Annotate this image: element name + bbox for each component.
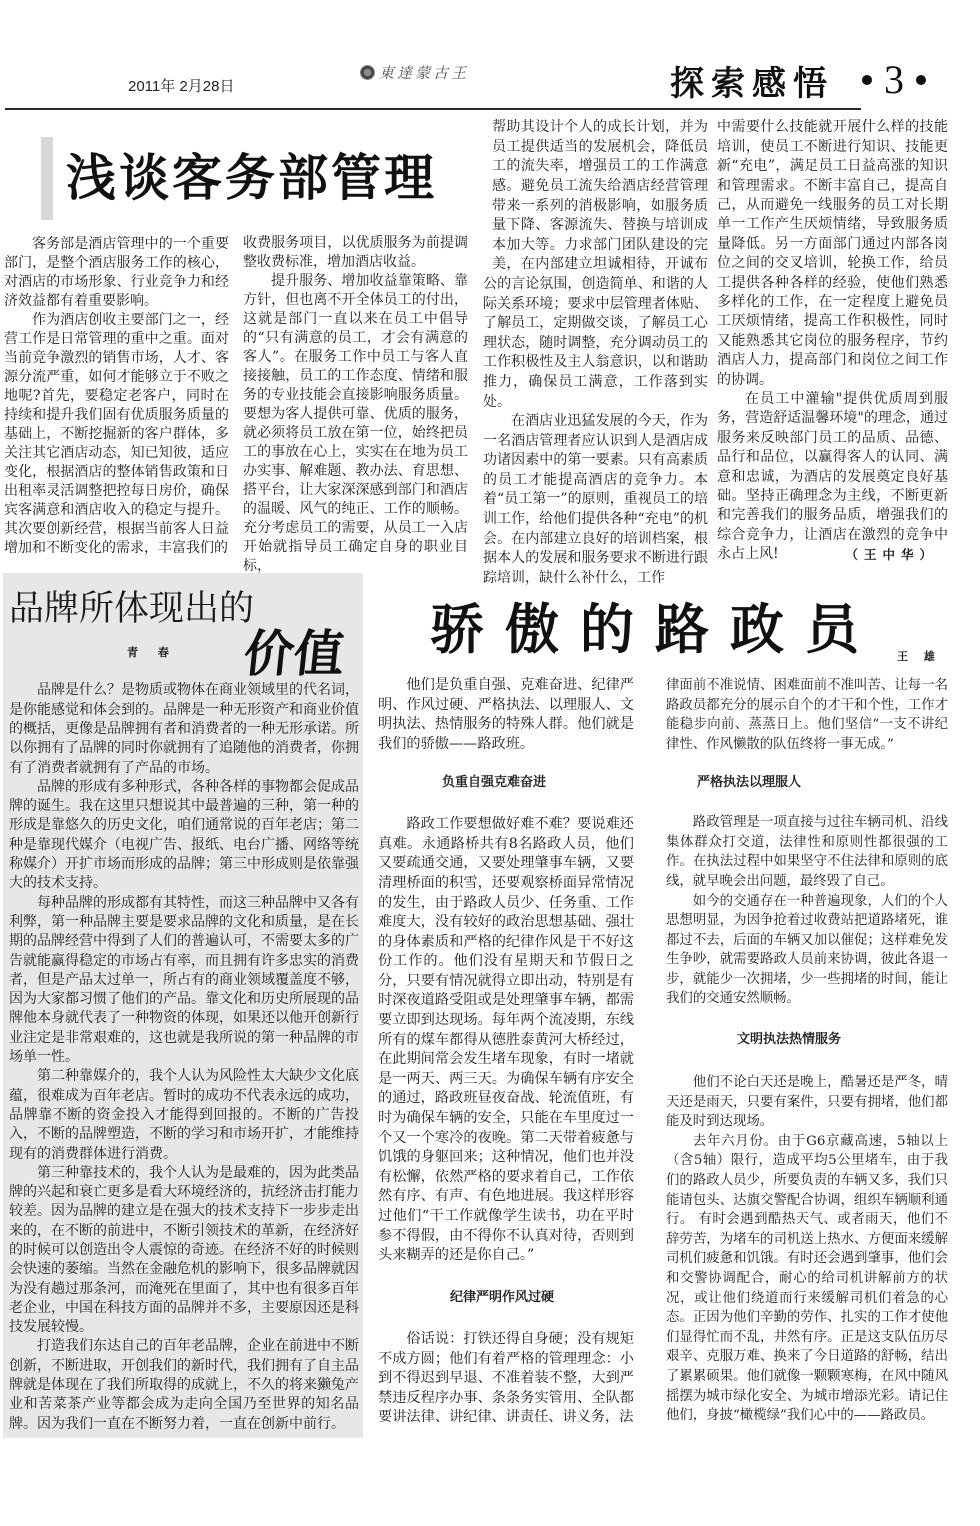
article3-column-1 — [378, 676, 634, 1428]
article3-column-2 — [666, 676, 948, 1426]
paragraph: 品牌的形成有多种形式，各种各样的事物都会促成品牌的诞生。我在这里只想说其中最普遍的三种，第一种的形成是靠悠久的历史文化，咱们通常说的百年老店；第二种是靠现代媒介（电视广告、报纸、电台广播、网络等统称媒介）开扩市场而形成的品牌；第三中形成则是依靠强大的技术支持。 — [9, 778, 359, 892]
intro-paragraph: 他们是负重自强、克难奋进、纪律严明、作风过硬、严格执法、以理服人、文明执法、热情服务的特殊人群。他们就是我们的骄傲——路政班。 — [378, 677, 634, 752]
paragraph: 提升服务、增加收益靠策略、靠方针，但也离不开全体员工的付出，这就是部门一直以来在员工中倡导的“只有满意的员工，才会有满意的客人”。在服务工作中员工与客人直接接触，员工的工作态度、情绪和服务的专业技能会直接影响服务质量。要想为客人提供可靠、优质的服务，就必须将员工放在第一位，始终把员工的事放在心上，实实在在地为员工办实事、解难题、教办法、育思想、搭平台，让大家深深感到部门和酒店的温暖、风气的纯正、工作的顺畅。充分考虑员工的需要，从员工一入店开始就指导员工确定自身的职业目标， — [243, 272, 468, 574]
article-title: 骄傲的路政员 — [430, 597, 880, 661]
header-rule — [5, 108, 861, 110]
paragraph: 如今的交通存在一种普遍现象，人们的个人思想明显，为因争抢着过收费站把道路堵死，谁都过不去，后面的车辆又加以催促；这样难免发生争吵，就需要路政人员前来协调，彼此各退一步，就能少一次拥堵，少一些拥堵的时间，能让我们的交通安然顺畅。 — [666, 893, 948, 1007]
paragraph: 路政管理是一项直接与过往车辆司机、沿线集体群众打交道，法律性和原则性都很强的工作。在执法过程中如果坚守不住法律和原则的底线，就早晚会出问题，最终毁了自己。 — [666, 815, 948, 889]
article-title-calligraphy: 价值 — [240, 624, 348, 683]
issue-date: 2011年 2月28日 — [128, 78, 235, 95]
paragraph-continuation: 收费服务项目，以优质服务为前提调整收费标准，增加酒店收益。 — [243, 234, 468, 270]
paragraph: 在员工中灌输"提供优质周到服务，营造舒适温馨环境"的理念，通过服务来反映部门员工的品质、品德、品行和品位，以赢得客人的认同、满意和忠诚，为酒店的发展奠定良好基础。坚持正确理念为主线，不断更新和完善我们的服务品质，增强我们的综合竞争力，让酒店在激烈的竞争中永占上风! — [717, 390, 948, 563]
paragraph: 打造我们东达自己的百年老品牌，企业在前进中不断创新，不断进取，开创我们的新时代，我们拥有了自主品牌就是体现在了我们所取得的成就上，不久的将来獭兔产业和苦菜茶产业等都会成为走向全国乃至世界的知名品牌。因为我们一直在不断努力着，一直在创新中前行。 — [9, 1338, 359, 1432]
paragraph-continuation: 帮助其设计个人的成长计划，并为员工提供适当的发展机会，降低员工的流失率，增强员工的工作满意感。避免员工流失给酒店经营管理带来一系列的消极影响，如服务质量下降、客源流失、替换与培训成本加大等。力求部门团队建设的完美，在内部建立坦诚相待，开诚布公的言论氛围，创造简单、和谐的人际关系环境；要求中层管理者体贴、了解员工，定期做交谈，了解员工心理状态，随时调整，充分调动员工的工作积极性及主人翁意识，以和谐助推力，确保员工满意，工作落到实处。 — [483, 119, 708, 410]
title-accent-bar — [41, 137, 53, 220]
paragraph-continuation: 律面前不准说情、困难面前不准叫苦、让每一名路政员都充分的展示自个的才干和个性，工作才能稳步向前、蒸蒸日上。他们坚信“一支不讲纪律性、作风懒散的队伍终将一事无成。” — [666, 678, 948, 752]
paragraph: 作为酒店创收主要部门之一，经营工作是日常管理的重中之重。面对当前竞争激烈的销售市场，人才、客源分流严重，如何才能够立于不败之地呢?首先，要稳定老客户，同时在持续和提升我们固有优质服务质量的基础上，不断挖掘新的客户群体，多关注其它酒店动态，知已知彼，适应变化，根据酒店的整体销售政策和日出租率灵活调整把控每日房价，确保宾客满意和酒店收入的稳定与提升。其次要创新经营，根据当前客人日益增加和不断变化的需求，丰富我们的 — [4, 311, 229, 556]
paragraph: 每种品牌的形成都有其特性，而这三种品牌中又各有利弊，第一种品牌主要是要求品牌的文化和质量，是在长期的品牌经营中得到了人们的普遍认可，不需要太多的广告就能赢得稳定的市场占有率，而且拥有许多忠实的消费者，但是产品太过单一，所占有的商业领域覆盖度不够，因为大家都习惯了他们的产品。靠文化和历史所展现的品牌他本身就代表了一种物资的体现，如果还以他开创新行业注定是非常艰难的，这也就是我所说的第一种品牌的市场单一性。 — [9, 894, 359, 1066]
section-heading: 严格执法以理服人 — [697, 775, 802, 791]
article2-body — [9, 681, 359, 1434]
article1-column-3 — [483, 118, 708, 588]
author-byline: （王中华） — [845, 547, 938, 563]
paragraph: 第二种靠媒介的，我个人认为风险性太大缺少文化底蕴，很难成为百年老店。暂时的成功不代表永远的成功，品牌靠不断的资金投入才能得到回报的。不断的广告投入，不断的品牌塑造，不断的学习和市场开扩，才能维持现有的消费群体进行消费。 — [9, 1068, 359, 1162]
section-heading: 负重自强克难奋进 — [442, 775, 547, 791]
article-title: 品牌所体现出的 — [9, 589, 255, 628]
paragraph: 去年六月份。由于G6京藏高速，5轴以上（含5轴）限行，造成平均5公里堵车，由于我们的路政人员少，所要负责的车辆又多，我们只能请包头、达旗交警配合协调，组织车辆顺利通行。 有时会遇到酷热天气、或者雨天，他们不辞劳苦，为堵车的司机送上热水、方便面来缓解司机们疲惫和饥饿。有时还会遇到肇事，他们会和交警协调配合，耐心的给司机讲解前方的状况，或让他们绕道而行来缓解司机们着急的心态。正因为他们辛勤的劳作、扎实的工作才使他们显得忙而不乱，井然有序。正是这支队伍历尽艰辛、克服万难、换来了今日道路的舒畅，结出了累累硕果。他们就像一颗颗寒梅，在风中随风摇摆为城市绿化安全、为城市增添光彩。请记住他们，身披“橄榄绿”我们心中的——路政员。 — [666, 1133, 948, 1424]
paragraph-continuation: 中需要什么技能就开展什么样的技能培训，使员工不断进行知识、技能更新“充电”，满足员工日益高涨的知识和管理需求。不断丰富自己，提高自己，从而避免一线服务的员工对长期单一工作产生厌烦情绪，导致服务质量降低。另一方面部门通过内部各岗位之间的交叉培训，轮换工作，给员工提供各种各样的经验，使他们熟悉多样化的工作，在一定程度上避免员工厌烦情绪，提高工作积极性，同时又能熟悉其它岗位的服务程序，节约酒店人力，提高部门和岗位之间工作的协调。 — [717, 119, 948, 388]
page-number-block — [862, 58, 926, 102]
paragraph: 俗话说：打铁还得自身硬；没有规矩不成方圆；他们有着严格的管理理念：小到不得迟到早退、不准着装不整，大到严禁违反程序办事、条条务实管用、全队都要讲法律、讲纪律、讲责任、讲义务，法 — [378, 1330, 634, 1426]
logo-emblem-icon — [360, 65, 375, 80]
article1-column-2 — [243, 234, 468, 576]
paragraph: 第三种靠技术的，我个人认为是最难的，因为此类品牌的兴起和衰亡更多是看大环境经济的，抗经济击打能力较差。因为品牌的建立是在强大的技术支持下一步步走出来的，在不断的前进中，不断引领技术的革新，在经济好的时候可以创造出令人震惊的奇迹。在经济不好的时候则会快速的萎缩。当然在金融危机的影响下，很多品牌就因为没有趟过那条河，而淹死在里面了，其中也有很多百年老企业，中国在科技方面的品牌并不多，主要原因还是科技发展较慢。 — [9, 1164, 359, 1336]
paragraph: 客务部是酒店管理中的一个重要部门，是整个酒店服务工作的核心，对酒店的市场形象、行业竞争力和经济效益都有着重要影响。 — [4, 235, 229, 309]
section-heading: 文明执法热情服务 — [737, 1032, 842, 1048]
page-number: 3 — [884, 57, 904, 102]
logo-text: 東達蒙古王 — [379, 63, 470, 82]
article-title: 浅谈客务部管理 — [66, 150, 437, 206]
author-byline: 王 雄 — [897, 650, 941, 663]
article1-column-1 — [4, 235, 229, 558]
paragraph: 他们不论白天还是晚上，酷暑还是严冬，晴天还是雨天，只要有案件，只要有拥堵，他们都能及时到达现场。 — [666, 1075, 948, 1130]
text-wrap-spacer — [483, 118, 492, 255]
paragraph: 路政工作要想做好难不难？要说难还真难。永通路桥共有8名路政人员，他们又要疏通交通，又要处理肇事车辆，又要清理桥面的积雪，还要观察桥面异常情况的发生，由于路政人员少、任务重、工作难度大，没有较好的政治思想基础、强壮的身体素质和严格的纪律作风是干不好这份工作的。他们没有星期天和节假日之分，只要有情况就得立即出动，特别是有时深夜道路受阻或是处理肇事车辆，都需要立即到达现场。每年两个流凌期，东线所有的煤车都得从德胜泰黄河大桥经过，在此期间常会发生堵车现象，有时一堵就是一两天、两三天。为确保车辆有序安全的通过，路政班昼夜奋战、轮流值班，有时为确保车辆的安全，只能在车里度过一个又一个寒冷的夜晚。第二天带着疲惫与饥饿的身躯回来；这种情况，他们也并没有松懈，依然严格的要求着自己，工作依然有序、有声、有色地进展。我这样形容过他们“干工作就像学生读书，功在平时参不得假，由不得你不认真对待，否则到头来糊弄的还是你自己。” — [378, 816, 634, 1264]
paragraph: 品牌是什么？是物质或物体在商业领域里的代名词，是你能感觉和体会到的。品牌是一种无形资产和商业价值的概括，更像是品牌拥有者和消费者的一种无形承诺。所以你拥有了品牌的同时你就拥有了追随他的消费者，你拥有了消费者就拥有了产品的市场。 — [9, 682, 359, 776]
masthead-logo — [360, 62, 469, 82]
bullet-dot-icon — [862, 75, 872, 85]
bullet-dot-icon — [916, 75, 926, 85]
section-title: 探索感悟 — [670, 64, 834, 104]
article1-column-4 — [717, 118, 948, 564]
author-byline: 青 春 — [127, 646, 177, 659]
section-heading: 纪律严明作风过硬 — [450, 1289, 555, 1305]
paragraph: 在酒店业迅猛发展的今天，作为一名酒店管理者应认识到人是酒店成功诸因素中的第一要素。只有高素质的员工才能提高酒店的竞争力。本着“员工第一”的原则，重视员工的培训工作，给他们提供各种“充电”的机会。在内部建立良好的培训档案，根据本人的发展和服务要求不断进行跟踪培训，缺什么补什么，工作 — [483, 413, 708, 586]
